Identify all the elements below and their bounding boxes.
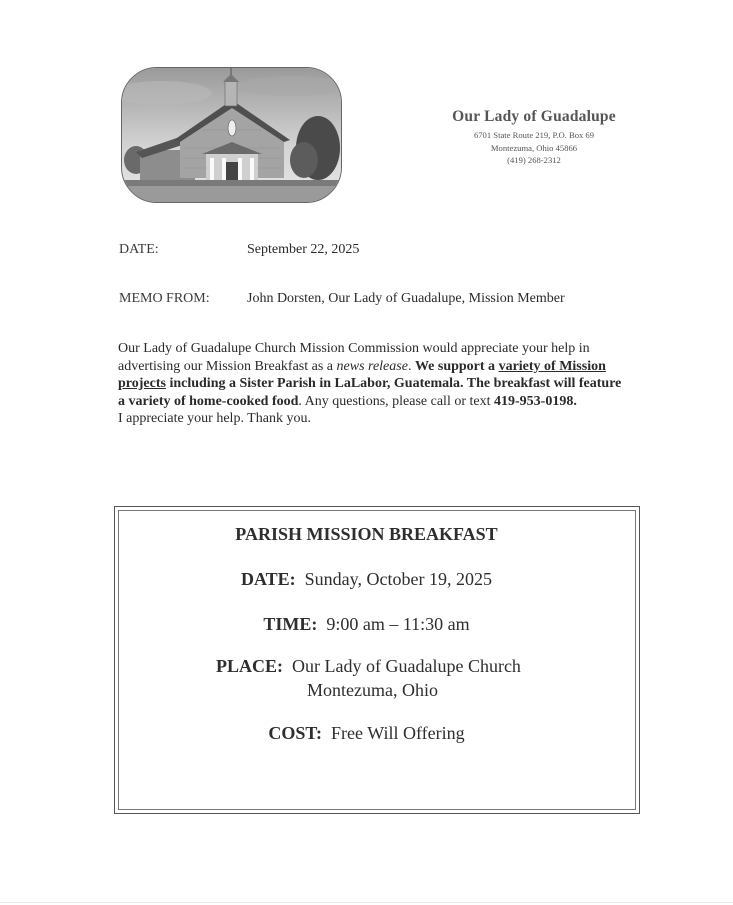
memo-italic-text: news release: [336, 358, 408, 374]
event-date-label: DATE:: [241, 569, 296, 589]
organization-address-line2: Montezuma, Ohio 45866: [490, 142, 578, 153]
event-place-value: Our Lady of Guadalupe Church: [292, 656, 521, 676]
event-place-city: Montezuma, Ohio: [307, 680, 438, 700]
memo-paragraph: [118, 340, 628, 410]
organization-phone: (419) 268-2312: [507, 155, 561, 165]
memo-body: [118, 340, 628, 428]
church-photo: [121, 67, 342, 203]
memo-phone: 419-953-0198.: [494, 393, 577, 409]
event-cost-value: Free Will Offering: [331, 723, 465, 743]
event-time-label: TIME:: [263, 614, 318, 634]
event-place: [216, 656, 556, 677]
memo-closing: I appreciate your help. Thank you.: [118, 411, 311, 426]
memo-from-label: MEMO FROM:: [119, 291, 210, 306]
date-label: DATE:: [119, 242, 159, 257]
event-place-label: PLACE:: [216, 656, 283, 676]
memo-from-value: John Dorsten, Our Lady of Guadalupe, Mission Member: [247, 291, 565, 306]
memo-text: Our Lady of Guadalupe Church Mission Commission would appreciate your help in advertising our Mission Breakfast as a: [118, 341, 590, 374]
scan-edge-line: [0, 902, 733, 903]
date-value: September 22, 2025: [247, 242, 360, 257]
organization-address-line1: 6701 State Route 219, P.O. Box 69: [473, 130, 595, 140]
memo-underlined-text: variety of Mission projects: [118, 358, 606, 391]
memo-bold-text: including a Sister Parish in LaLabor, Guatemala. The breakfast will feature a variety of home-cooked food: [118, 376, 622, 409]
organization-name: Our Lady of Guadalupe: [452, 108, 616, 125]
event-date: [0, 569, 733, 590]
event-time-value: 9:00 am – 11:30 am: [326, 614, 470, 634]
memo-text: . Any questions, please call or text: [298, 393, 494, 409]
event-cost-label: COST:: [268, 723, 323, 743]
event-time: [0, 614, 733, 635]
event-title: PARISH MISSION BREAKFAST: [235, 524, 498, 544]
memo-bold-text: We support a: [414, 358, 499, 374]
event-date-value: Sunday, October 19, 2025: [304, 569, 492, 589]
event-cost: [0, 723, 733, 744]
memo-text: .: [407, 358, 415, 374]
organization-header: [420, 108, 648, 167]
